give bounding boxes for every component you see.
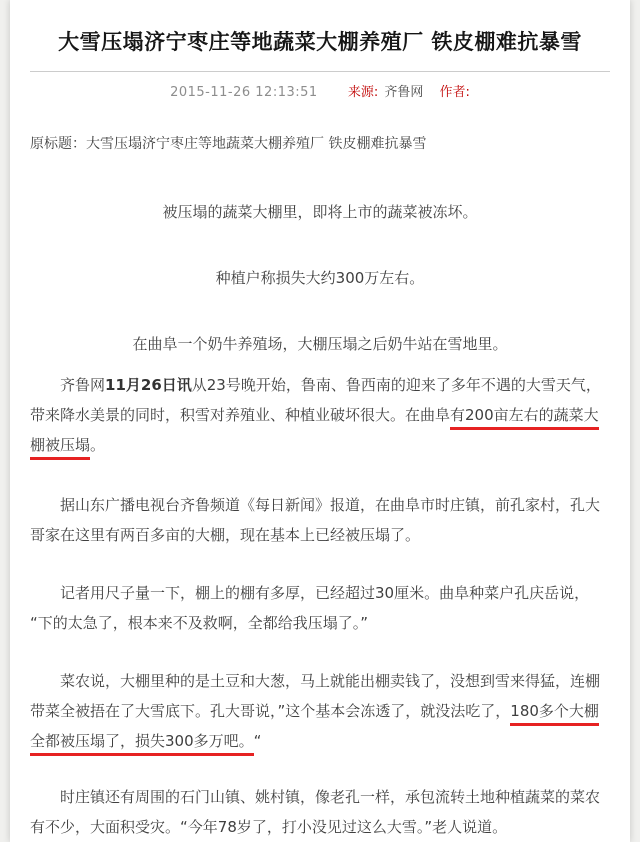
article-meta-line xyxy=(30,84,610,102)
page-title: 大雪压塌济宁枣庄等地蔬菜大棚养殖厂 铁皮棚难抗暴雪 xyxy=(58,30,582,54)
paragraph-1-tail: 。 xyxy=(90,436,106,454)
image-caption-3: 在曲阜一个奶牛养殖场，大棚压塌之后奶牛站在雪地里。 xyxy=(132,335,508,353)
paragraph-5: 时庄镇还有周围的石门山镇、姚村镇，像老孔一样，承包流转土地种植蔬菜的菜农有不少，大面积受灾。“今年78岁了，打小没见过这么大雪。”老人说道。 xyxy=(30,788,601,836)
author-label: 作者: xyxy=(439,85,470,100)
source-label: 来源: xyxy=(347,85,379,100)
paragraph-1-text: 从23号晚开始，鲁南、鲁西南的迎来了多年不遇的大雪天气，带来降水美景的同时，积雪对养殖业、种植业破坏很大。在曲阜 xyxy=(30,376,601,424)
original-title-line: 原标题：大雪压塌济宁枣庄等地蔬菜大棚养殖厂 铁皮棚难抗暴雪 xyxy=(30,136,427,152)
article-body xyxy=(30,130,610,842)
source-value: 齐鲁网 xyxy=(384,85,424,100)
paragraph-2: 据山东广播电视台齐鲁频道《每日新闻》报道，在曲阜市时庄镇，前孔家村，孔大哥家在这里有两百多亩的大棚，现在基本上已经被压塌了。 xyxy=(30,496,601,544)
paragraph-4-tail: “ xyxy=(253,732,262,750)
paragraph-1-lead: 齐鲁网 xyxy=(60,376,106,394)
image-caption-2: 种植户称损失大约300万左右。 xyxy=(215,269,425,287)
paragraph-4 xyxy=(30,666,610,756)
highlighted-text-1: 有200亩左右的蔬菜大棚被压塌 xyxy=(30,406,599,460)
article-card xyxy=(10,0,630,842)
title-divider xyxy=(30,71,610,72)
highlighted-text-2: 180多个大棚全都被压塌了，损失300多万吧。 xyxy=(30,702,599,756)
paragraph-4-text: 菜农说，大棚里种的是土豆和大葱，马上就能出棚卖钱了，没想到雪来得猛，连棚带菜全被捂在了大雪底下。孔大哥说，”这个基本会冻透了，就没法吃了， xyxy=(30,672,601,720)
image-caption-1: 被压塌的蔬菜大棚里，即将上市的蔬菜被冻坏。 xyxy=(162,203,478,221)
paragraph-1-dateline: 11月26日讯 xyxy=(105,376,192,394)
paragraph-3: 记者用尺子量一下，棚上的棚有多厚，已经超过30厘米。曲阜种菜户孔庆岳说，“下的太急了，根本来不及救啊，全都给我压塌了。” xyxy=(30,584,590,632)
paragraph-1 xyxy=(30,370,610,460)
publish-datetime: 2015-11-26 12:13:51 xyxy=(170,85,318,100)
